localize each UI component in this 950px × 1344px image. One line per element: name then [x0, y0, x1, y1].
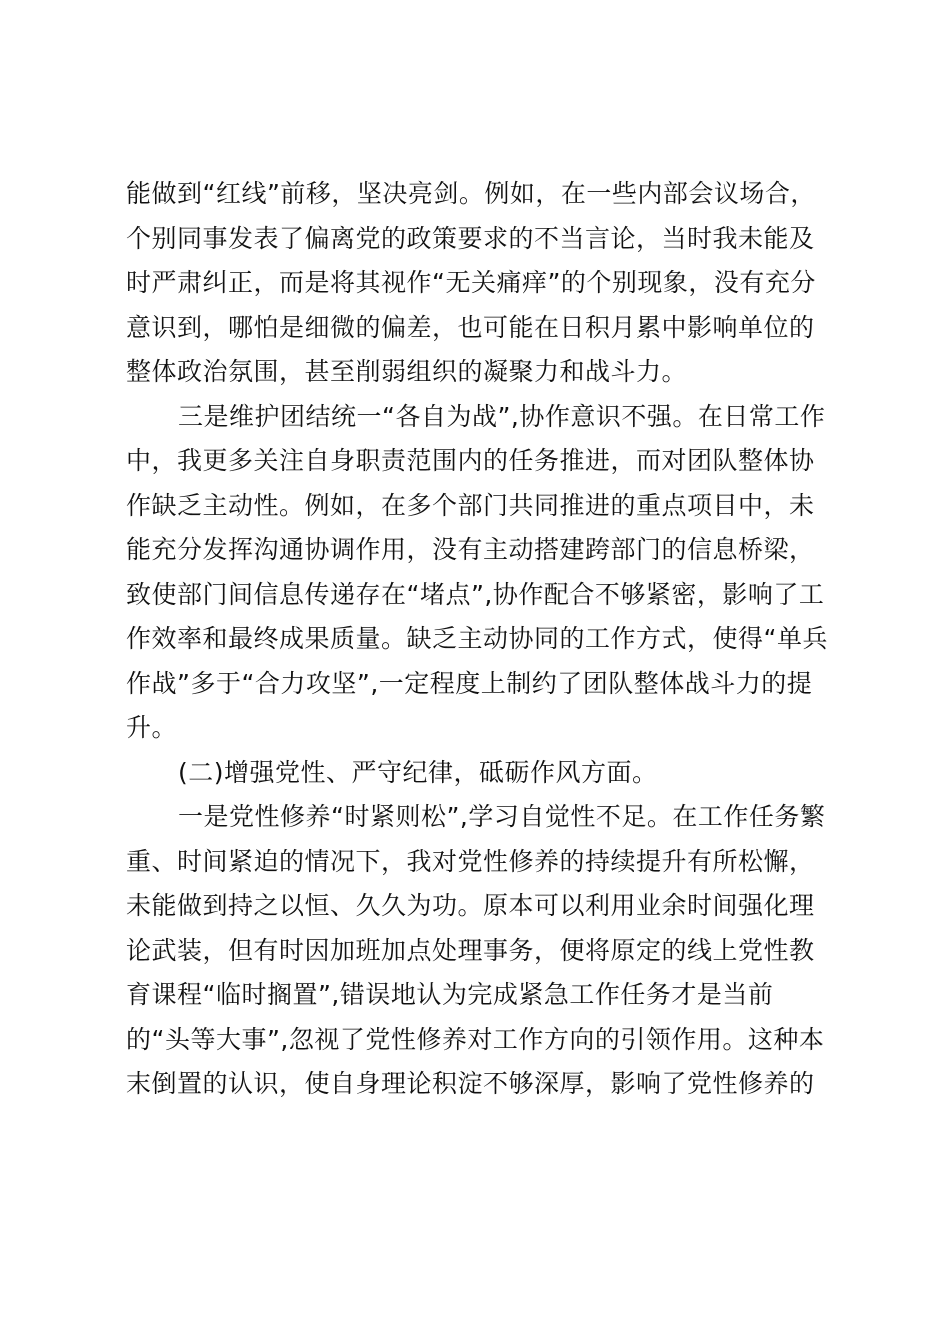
- document-body: [126, 172, 831, 1107]
- paragraph-first-line: 三是维护团结统一“各自为战”,协作意识不强。在日常工作: [178, 401, 826, 431]
- text-line: 中，我更多关注自身职责范围内的任务推进，而对团队整体协: [126, 446, 815, 475]
- paragraph-first-line: 一是党性修养“时紧则松”,学习自觉性不足。在工作任务繁: [178, 802, 826, 831]
- text-line: 作战”多于“合力攻坚”,一定程度上制约了团队整体战斗力的提: [126, 668, 813, 698]
- text-line: 整体政治氛围，甚至削弱组织的凝聚力和战斗力。: [126, 357, 688, 386]
- text-line: 的“头等大事”,忽视了党性修养对工作方向的引领作用。这种本: [126, 1024, 825, 1054]
- text-line: 能做到“红线”前移，坚决亮剑。例如，在一些内部会议场合，: [126, 179, 816, 208]
- text-line: 作缺乏主动性。例如，在多个部门共同推进的重点项目中，未: [126, 490, 815, 520]
- text-line: 个别同事发表了偏离党的政策要求的不当言论，当时我未能及: [126, 223, 815, 253]
- text-line: 升。: [126, 713, 178, 742]
- text-line: 论武装，但有时因加班加点处理事务，便将原定的线上党性教: [126, 935, 815, 965]
- section-heading: (二)增强党性、严守纪律，砥砺作风方面。: [178, 757, 658, 787]
- text-line: 作效率和最终成果质量。缺乏主动协同的工作方式，使得“单兵: [126, 624, 828, 653]
- text-line: 育课程“临时搁置”,错误地认为完成紧急工作任务才是当前: [126, 980, 774, 1009]
- text-line: 能充分发挥沟通协调作用，没有主动搭建跨部门的信息桥梁，: [126, 535, 815, 564]
- text-line: 未能做到持之以恒、久久为功。原本可以利用业余时间强化理: [126, 891, 815, 920]
- text-line: 致使部门间信息传递存在“堵点”,协作配合不够紧密，影响了工: [126, 579, 825, 609]
- text-line: 意识到，哪怕是细微的偏差，也可能在日积月累中影响单位的: [126, 312, 815, 342]
- text-line: 末倒置的认识，使自身理论积淀不够深厚，影响了党性修养的: [126, 1069, 815, 1098]
- text-line: 重、时间紧迫的情况下，我对党性修养的持续提升有所松懈，: [126, 846, 815, 876]
- text-line: 时严肃纠正，而是将其视作“无关痛痒”的个别现象，没有充分: [126, 268, 816, 297]
